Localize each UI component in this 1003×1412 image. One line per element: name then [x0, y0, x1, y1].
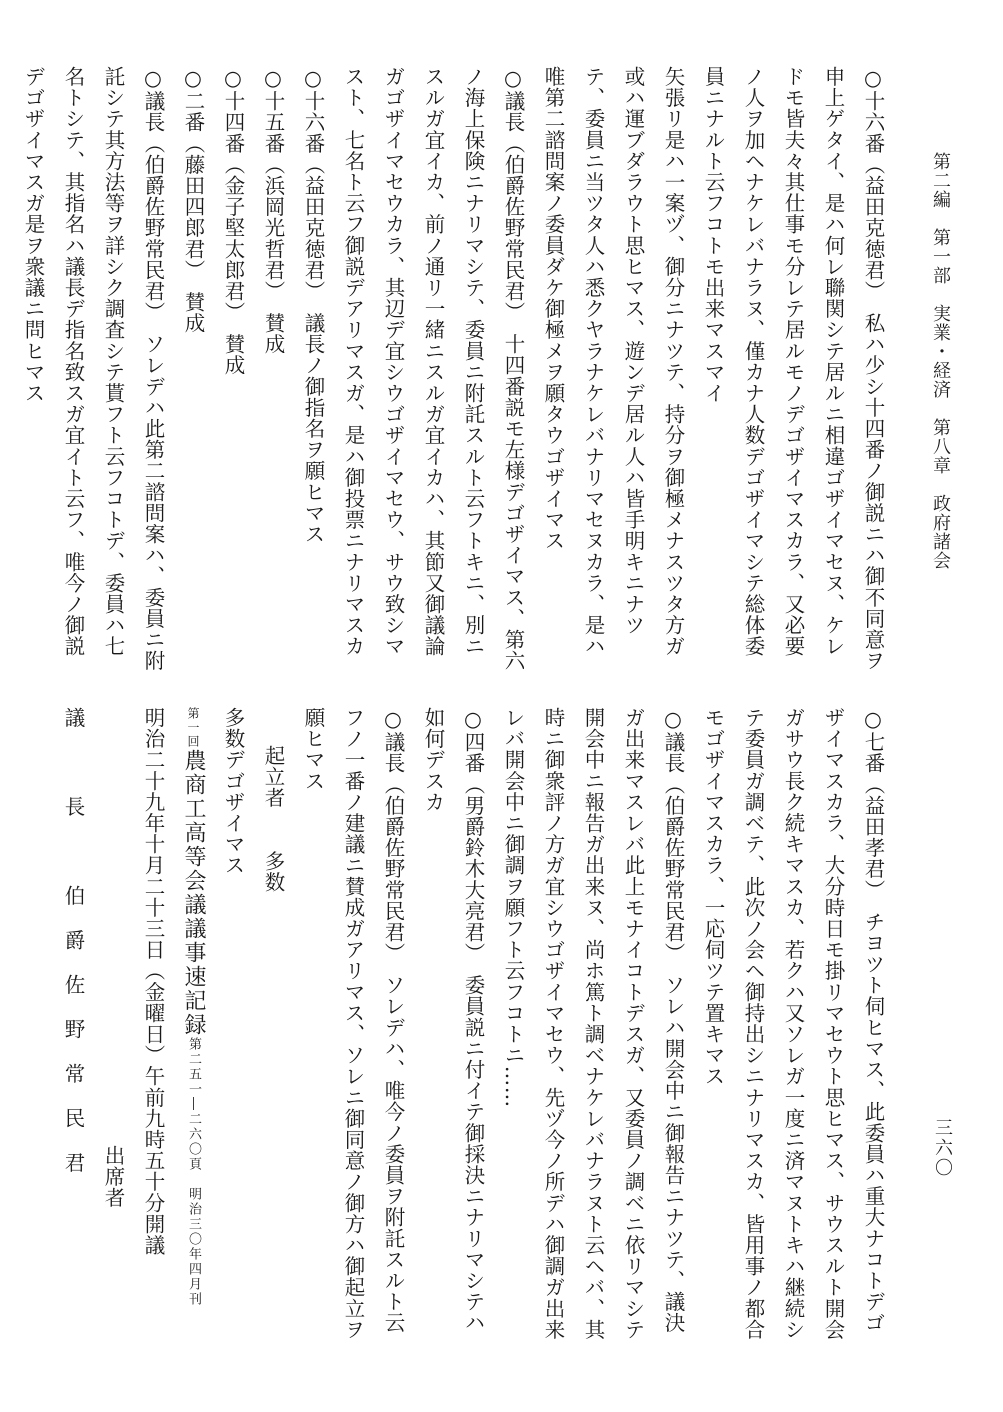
vote-result: 多数デゴザイマス	[221, 707, 245, 876]
speech-entry: ○十五番（浜岡光哲君） 賛成	[261, 66, 285, 355]
attendees-label: 出席者	[101, 1145, 125, 1209]
session-tag: 第一回	[186, 707, 200, 749]
session-title	[173, 707, 213, 1353]
page-number: 三六〇	[932, 1118, 953, 1178]
speech-entry: ○議長（伯爵佐野常民君） ソレハ開会中ニ御報告ニナツテ、議決ガ出来マスレバ此上モナイコトデスガ、又委員ノ調ベニ依リマシテ開会中ニ報告ガ出来ヌ、尚ホ篤ト調ベナケレバナラヌト云ヘバ、其時ニ御衆評ノ方ガ宜シウゴザイマセウ、先ヅ今ノ所デハ御調ガ出来レバ開会中ニ御調ヲ願フト云フコトニ……	[501, 707, 685, 1340]
speech-entry: ○二番（藤田四郎君） 賛成	[181, 66, 205, 334]
lower-text-block	[61, 707, 893, 1353]
speech-entry: ○議長（伯爵佐野常民君） ソレデハ此第二諮問案ハ、委員ニ附託シテ其方法等ヲ詳シク調査シテ貰フト云フコトデ、委員ハ七名トシテ、其指名ハ議長デ指名致スガ宜イト云フ、唯今ノ御説デゴザイマスガ是ヲ衆議ニ問ヒマス	[21, 66, 165, 672]
running-header: 第二編 第一部 実業・経済 第八章 政府諸会	[930, 152, 951, 570]
session-title-text: 農商工高等会議議事速記録	[181, 749, 206, 1037]
speech-entry: ○十六番（益田克徳君） 私ハ少シ十四番ノ御説ニハ御不同意ヲ申上ゲタイ、是ハ何レ聯関シテ居ルニ相違ゴザイマセヌ、ケレドモ皆夫々其仕事モ分レテ居ルモノデゴザイマスカラ、又必要ノ人ヲ加ヘナケレバナラヌ、僅カナ人数デゴザイマシテ総体委員ニナルト云フコトモ出来マスマイ	[701, 66, 885, 672]
speech-entry: ○議長（伯爵佐野常民君） ソレデハ、唯今ノ委員ヲ附託スルト云フノ一番ノ建議ニ賛成ガアリマス、ソレニ御同意ノ御方ハ御起立ヲ願ヒマス	[301, 707, 405, 1340]
speech-continuation: 矢張リ是ハ一案ヅ、御分ニナツテ、持分ヲ御極メナスツタ方ガ或ハ運ブダラウト思ヒマス、遊ンデ居ル人ハ皆手明キニナツテ、委員ニ当ツタ人ハ悉クヤラナケレバナリマセヌカラ、是ハ唯第二諮問案ノ委員ダケ御極メヲ願タウゴザイマス	[541, 66, 685, 657]
speech-entry: ○十六番（益田克徳君） 議長ノ御指名ヲ願ヒマス	[301, 66, 325, 545]
source-note: 第二五一―二六〇頁 明治三〇年四月刊	[186, 1037, 201, 1307]
speech-entry: ○十四番（金子堅太郎君） 賛成	[221, 66, 245, 376]
upper-text-block	[21, 66, 893, 672]
date-line: 明治二十九年十月二十三日（金曜日）午前九時五十分開議	[141, 707, 165, 1256]
speech-entry: ○議長（伯爵佐野常民君） 十四番説モ左様デゴザイマス、第六ノ海上保険ニナリマシテ、委員ニ附託スルト云フトキニ、別ニスルガ宜イカ、前ノ通リ一緒ニスルガ宜イカハ、其節又御議論ガゴザイマセウカラ、其辺デ宜シウゴザイマセウ、サウ致シマスト、七名ト云フ御説デアリマスガ、是ハ御投票ニナリマスカ	[341, 66, 525, 672]
chairman-line: 議 長 伯爵佐野常民君	[61, 707, 85, 1197]
speech-entry: ○七番（益田孝君） チヨツト伺ヒマス、此委員ハ重大ナコトデゴザイマスカラ、大分時日モ掛リマセウト思ヒマス、サウスルト開会ガサウ長ク続キマスカ、若クハ又ソレガ一度ニ済マヌトキハ継続シテ委員ガ調ベテ、此次ノ会ヘ御持出シニナリマスカ、皆用事ノ都合モゴザイマスカラ、一応伺ツテ置キマス	[701, 707, 885, 1340]
vote-count: 起立者 多数	[261, 745, 285, 893]
speech-entry: ○四番（男爵鈴木大亮君） 委員説ニ付イテ御採決ニナリマシテハ如何デスカ	[421, 707, 485, 1334]
